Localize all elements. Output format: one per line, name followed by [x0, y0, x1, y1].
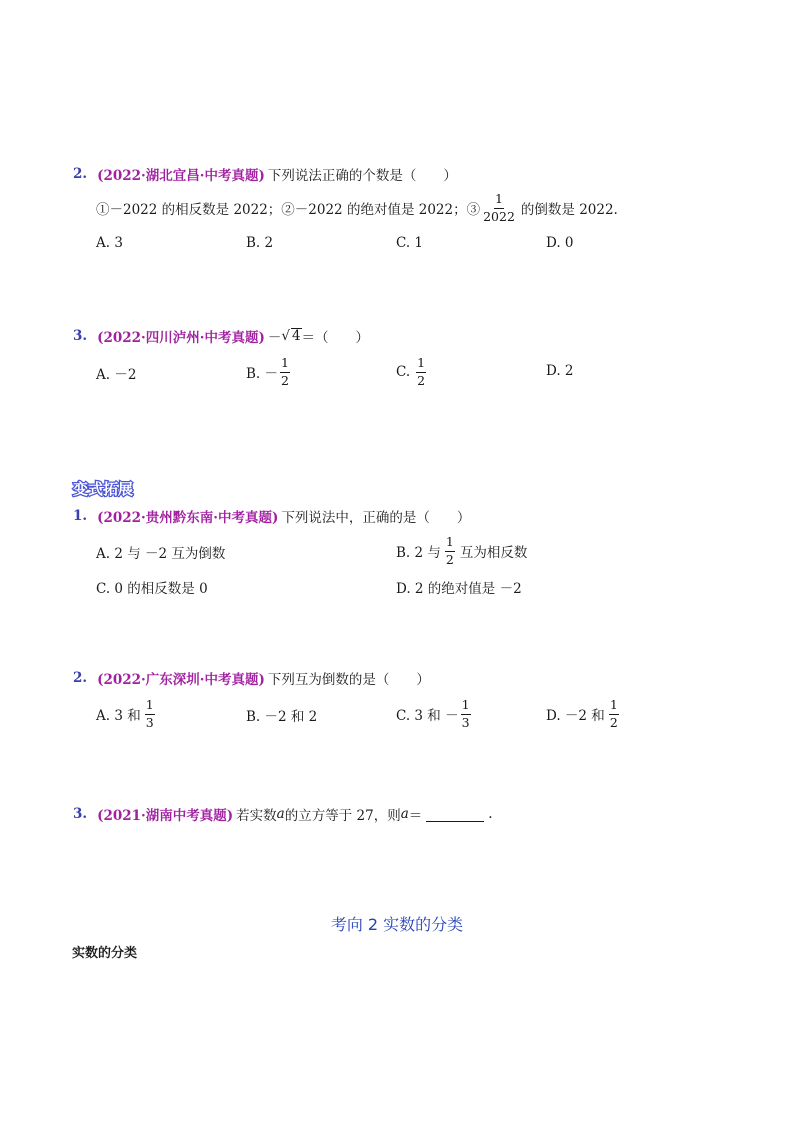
option-label: D. －2 和 — [546, 708, 605, 724]
question-number: 1. — [73, 508, 88, 524]
question-stem: 下列说法中，正确的是（ ） — [281, 510, 471, 526]
question-stem: 下列互为倒数的是（ ） — [267, 672, 430, 688]
minus-sign: － — [267, 330, 282, 346]
section-heading: 考向 2 实数的分类 — [330, 915, 464, 934]
option-d: D. 0 — [546, 235, 574, 251]
option-d: D. 2 的绝对值是 －2 — [396, 581, 522, 597]
fraction-numerator: 1 — [145, 699, 155, 715]
fraction — [482, 193, 516, 223]
option-label: B. 2 与 — [396, 545, 441, 561]
option-c — [396, 697, 473, 731]
question-number: 2. — [73, 670, 88, 686]
option-text: 互为相反数 — [459, 545, 528, 561]
statement-text-end: 的倒数是 2022. — [520, 202, 618, 218]
question-stem: 下列说法正确的个数是（ ） — [267, 168, 457, 184]
question-2021-hunan — [73, 804, 493, 824]
fraction-denominator: 2 — [417, 372, 426, 388]
fraction — [609, 699, 619, 729]
question-stem: 若实数 — [236, 808, 277, 824]
question-number: 3. — [73, 806, 88, 822]
question-number: 3. — [73, 328, 88, 344]
question-stem-end: ＝（ ） — [301, 330, 370, 346]
option-b — [246, 355, 292, 389]
option-b — [396, 534, 527, 568]
equals-sign: ＝ — [408, 808, 423, 824]
question-2022-hubei — [73, 164, 457, 184]
option-a — [96, 697, 157, 731]
period: . — [488, 806, 493, 822]
variable-a: a — [276, 806, 285, 822]
question-statements — [96, 191, 618, 225]
option-label: C. — [396, 364, 411, 380]
option-label: B. － — [246, 366, 279, 382]
option-a: A. －2 — [96, 367, 137, 383]
option-d — [546, 697, 621, 731]
option-a: A. 3 — [96, 235, 123, 251]
fraction-numerator: 1 — [461, 699, 471, 715]
question-2022-sichuan — [73, 326, 369, 346]
fraction-denominator: 3 — [461, 714, 470, 730]
question-2022-guizhou — [73, 506, 470, 526]
fraction-denominator: 2022 — [483, 208, 515, 224]
question-stem-mid: 的立方等于 27，则 — [284, 808, 401, 824]
option-b: B. －2 和 2 — [246, 709, 318, 725]
fraction — [145, 699, 155, 729]
option-c — [396, 355, 428, 389]
variable-a: a — [400, 806, 409, 822]
fraction-numerator: 1 — [609, 699, 619, 715]
answer-blank[interactable] — [426, 807, 484, 822]
question-source: (2022·四川泸州·中考真题) — [97, 330, 265, 346]
option-d: D. 2 — [546, 363, 574, 379]
statement-text: ①－2022 的相反数是 2022；②－2022 的绝对值是 2022；③ — [96, 202, 481, 218]
variation-badge: 变式拓展 — [73, 480, 134, 498]
question-source: (2022·广东深圳·中考真题) — [97, 672, 265, 688]
fraction — [280, 357, 290, 387]
question-source: (2022·湖北宜昌·中考真题) — [97, 168, 265, 184]
option-a: A. 2 与 －2 互为倒数 — [96, 546, 226, 562]
section-subheading: 实数的分类 — [72, 946, 138, 961]
fraction-denominator: 2 — [281, 372, 289, 388]
sqrt-argument: 4 — [291, 328, 301, 345]
fraction — [461, 699, 471, 729]
fraction-denominator: 3 — [145, 714, 154, 730]
question-source: (2021·湖南中考真题) — [97, 808, 234, 824]
fraction-numerator: 1 — [416, 357, 426, 373]
option-label: C. 3 和 － — [396, 708, 459, 724]
question-number: 2. — [73, 166, 88, 182]
option-c: C. 0 的相反数是 0 — [96, 581, 208, 597]
sqrt-symbol: √ — [281, 328, 290, 344]
fraction — [416, 357, 426, 387]
fraction-numerator: 1 — [280, 357, 290, 373]
fraction-denominator: 2 — [609, 714, 618, 730]
fraction-numerator: 1 — [494, 193, 504, 209]
question-2022-guangdong — [73, 668, 430, 688]
option-b: B. 2 — [246, 235, 274, 251]
fraction-numerator: 1 — [445, 536, 455, 552]
question-source: (2022·贵州黔东南·中考真题) — [97, 510, 279, 526]
fraction-denominator: 2 — [445, 551, 454, 567]
option-label: A. 3 和 — [96, 708, 141, 724]
option-c: C. 1 — [396, 235, 424, 251]
fraction — [445, 536, 455, 566]
